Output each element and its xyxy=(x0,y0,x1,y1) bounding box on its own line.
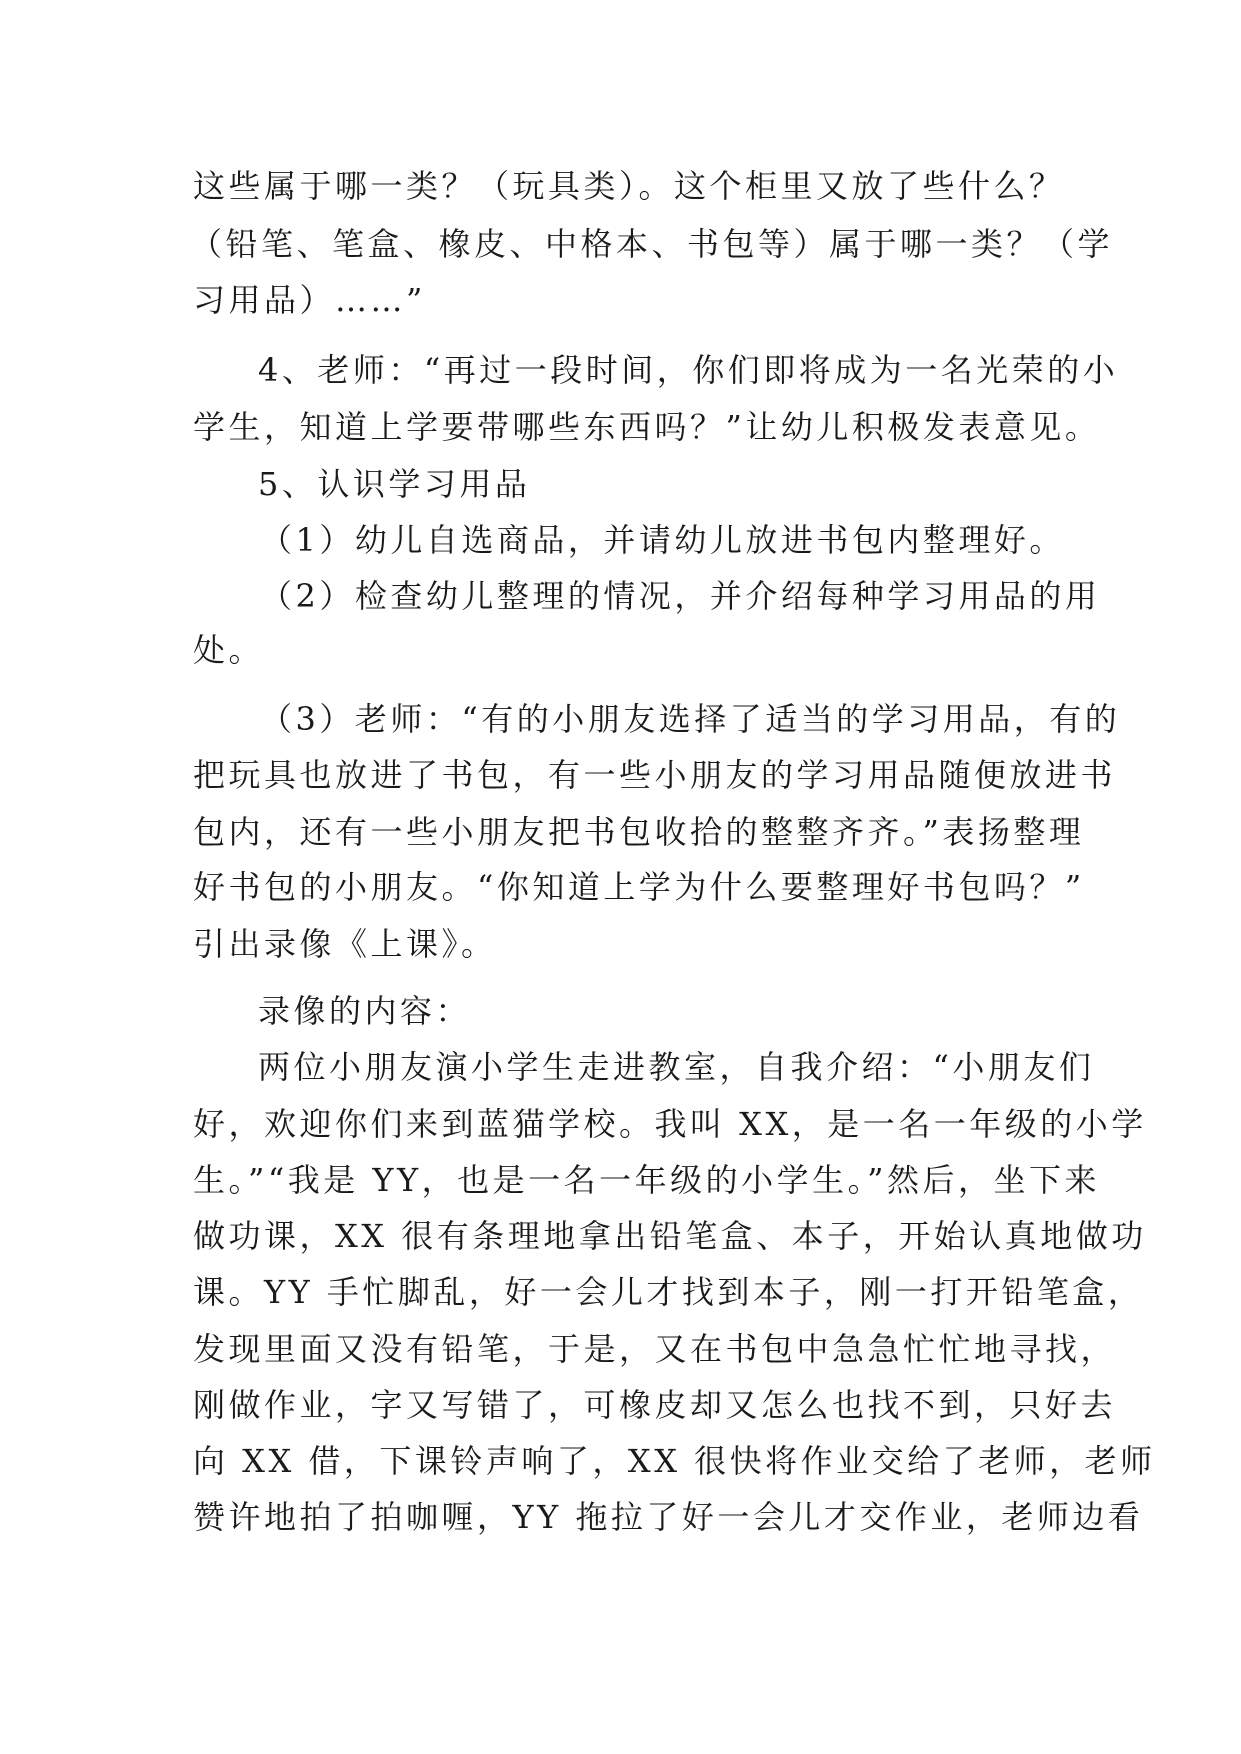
text-line: （1）幼儿自选商品，并请幼儿放进书包内整理好。 xyxy=(260,521,1065,559)
text-line: （2）检查幼儿整理的情况，并介绍每种学习用品的用 xyxy=(260,577,1101,615)
text-line: 4、老师：“再过一段时间，你们即将成为一名光荣的小 xyxy=(258,351,1119,389)
text-line: 好，欢迎你们来到蓝猫学校。我叫 XX，是一名一年级的小学 xyxy=(193,1105,1147,1143)
text-line: 包内，还有一些小朋友把书包收拾的整整齐齐。”表扬整理 xyxy=(193,813,1085,851)
text-line: 学生，知道上学要带哪些东西吗？”让幼儿积极发表意见。 xyxy=(193,408,1101,446)
text-line: 好书包的小朋友。“你知道上学为什么要整理好书包吗？” xyxy=(193,868,1085,906)
text-line: 生。”“我是 YY，也是一名一年级的小学生。”然后，坐下来 xyxy=(193,1161,1101,1199)
text-line: （3）老师：“有的小朋友选择了适当的学习用品，有的 xyxy=(260,700,1121,738)
text-line: 两位小朋友演小学生走进教室，自我介绍：“小朋友们 xyxy=(258,1048,1095,1086)
text-line: 向 XX 借，下课铃声响了，XX 很快将作业交给了老师，老师 xyxy=(193,1442,1156,1480)
text-line: 赞许地拍了拍咖喱，YY 拖拉了好一会儿才交作业，老师边看 xyxy=(193,1498,1144,1536)
text-line: 发现里面又没有铅笔，于是，又在书包中急急忙忙地寻找， xyxy=(193,1330,1117,1368)
text-line: 这些属于哪一类？（玩具类）。这个柜里又放了些什么？ xyxy=(193,167,1065,205)
text-line: 习用品）……” xyxy=(193,281,426,319)
text-line: 刚做作业，字又写错了，可橡皮却又怎么也找不到，只好去 xyxy=(193,1386,1117,1424)
text-line: 处。 xyxy=(193,631,265,669)
text-line: （铅笔、笔盒、橡皮、中格本、书包等）属于哪一类？（学 xyxy=(190,225,1114,263)
text-line: 把玩具也放进了书包，有一些小朋友的学习用品随便放进书 xyxy=(193,756,1117,794)
text-line: 课。YY 手忙脚乱，好一会儿才找到本子，刚一打开铅笔盒， xyxy=(193,1273,1144,1311)
text-line: 引出录像《上课》。 xyxy=(193,925,497,963)
text-line: 5、认识学习用品 xyxy=(258,465,531,503)
text-line: 录像的内容： xyxy=(258,992,472,1030)
text-line: 做功课，XX 很有条理地拿出铅笔盒、本子，开始认真地做功 xyxy=(193,1217,1147,1255)
